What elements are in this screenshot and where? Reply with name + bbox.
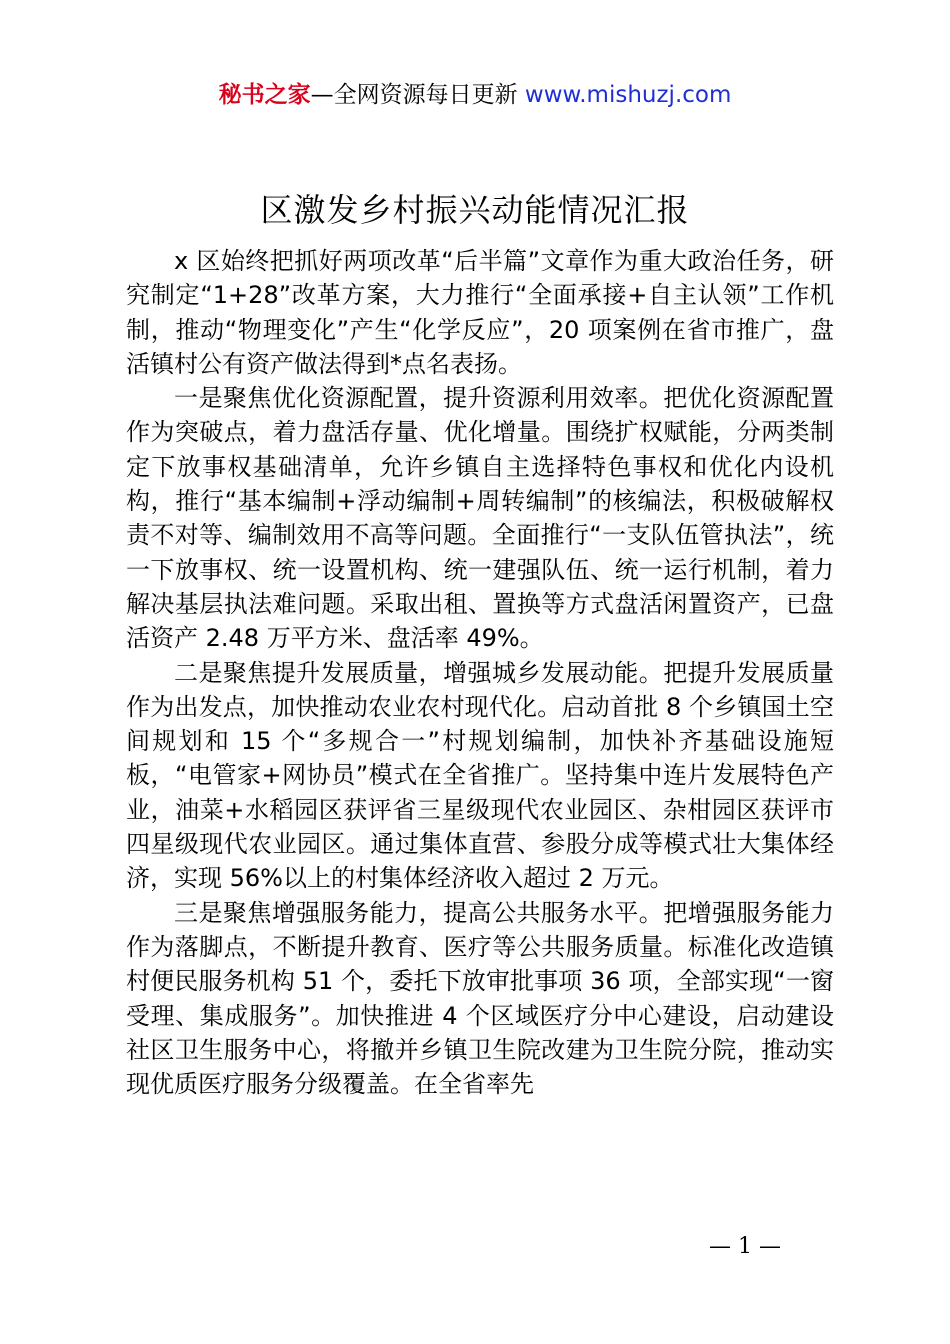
site-header bbox=[0, 78, 950, 112]
paragraph-development-quality: 二是聚焦提升发展质量，增强城乡发展动能。把提升发展质量作为出发点，加快推动农业农村现代化。启动首批 8 个乡镇国土空间规划和 15 个“多规合一”村规划编制，加快补齐基础设施短板，“电管家+网协员”模式在全省推广。坚持集中连片发展特色产业，油菜+水稻园区获评省三星级现代农业园区、杂柑园区获评市四星级现代农业园区。通过集体直营、参股分成等模式壮大集体经济，实现 56%以上的村集体经济收入超过 2 万元。 bbox=[126, 658, 834, 893]
page-number: — 1 — bbox=[709, 1234, 781, 1259]
document-title: 区激发乡村振兴动能情况汇报 bbox=[260, 191, 690, 229]
site-brand: 秘书之家 bbox=[218, 82, 311, 108]
site-url-link[interactable]: www.mishuzj.com bbox=[524, 82, 732, 108]
document-body bbox=[126, 244, 834, 1101]
site-tagline: —全网资源每日更新 bbox=[310, 82, 525, 108]
paragraph-resource-allocation: 一是聚焦优化资源配置，提升资源利用效率。把优化资源配置作为突破点，着力盘活存量、优化增量。围绕扩权赋能，分两类制定下放事权基础清单，允许乡镇自主选择特色事权和优化内设机构，推行“基本编制+浮动编制+周转编制”的核编法，积极破解权责不对等、编制效用不高等问题。全面推行“一支队伍管执法”，统一下放事权、统一设置机构、统一建强队伍、统一运行机制，着力解决基层执法难问题。采取出租、置换等方式盘活闲置资产，已盘活资产 2.48 万平方米、盘活率 49%。 bbox=[126, 384, 834, 653]
paragraph-service-capacity: 三是聚焦增强服务能力，提高公共服务水平。把增强服务能力作为落脚点，不断提升教育、医疗等公共服务质量。标准化改造镇村便民服务机构 51 个，委托下放审批事项 36 项，全部实现“一窗受理、集成服务”。加快推进 4 个区域医疗分中心建设，启动建设社区卫生服务中心，将撤并乡镇卫生院改建为卫生院分院，推动实现优质医疗服务分级覆盖。在全省率先 bbox=[126, 898, 834, 1099]
paragraph-intro: x 区始终把抓好两项改革“后半篇”文章作为重大政治任务，研究制定“1+28”改革方案，大力推行“全面承接+自主认领”工作机制，推动“物理变化”产生“化学反应”，20 项案例在省市推广，盘活镇村公有资产做法得到*点名表扬。 bbox=[126, 247, 834, 378]
